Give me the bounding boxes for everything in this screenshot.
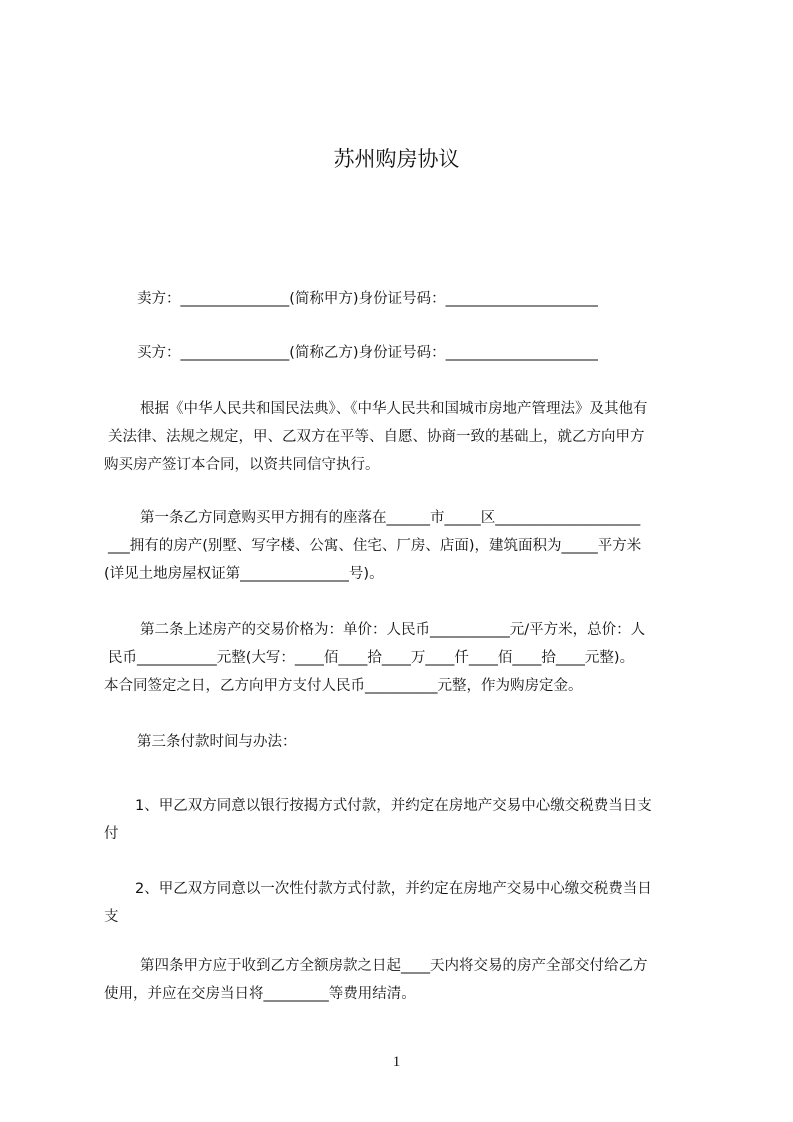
article4-line: 第四条甲方应于收到乙方全额房款之日起____天内将交易的房产全部交付给乙方 xyxy=(140,958,648,974)
intro-line: 购买房产签订本合同，以资共同信守执行。 xyxy=(104,457,380,473)
article3-item2-line: 2、甲乙双方同意以一次性付款方式付款，并约定在房地产交易中心缴交税费当日 xyxy=(135,881,652,897)
seller-line: 卖方：_______________(简称甲方)身份证号码：_____________________ xyxy=(137,291,598,307)
document-title: 苏州购房协议 xyxy=(333,147,460,171)
article2-line: 本合同签定之日，乙方向甲方支付人民币__________元整，作为购房定金。 xyxy=(104,678,583,694)
buyer-line: 买方：_______________(简称乙方)身份证号码：_____________________ xyxy=(137,345,598,361)
article3-item1-line: 付 xyxy=(104,826,119,842)
article3-item2-line: 支 xyxy=(104,909,119,925)
article3-item1-line: 1、甲乙双方同意以银行按揭方式付款，并约定在房地产交易中心缴交税费当日支 xyxy=(135,798,652,814)
article3-title: 第三条付款时间与办法： xyxy=(137,734,297,750)
article1-line: 第一条乙方同意购买甲方拥有的座落在______市_____区____________________ xyxy=(140,510,641,526)
article2-line: 第二条上述房产的交易价格为：单价：人民币___________元/平方米，总价：人 xyxy=(140,622,646,638)
page-number: 1 xyxy=(392,1054,401,1070)
article1-line: ___拥有的房产(别墅、写字楼、公寓、住宅、厂房、店面)，建筑面积为_____平方米 xyxy=(108,538,642,554)
article1-line: (详见土地房屋权证第_______________号)。 xyxy=(104,566,384,582)
intro-line: 关法律、法规之规定，甲、乙双方在平等、自愿、协商一致的基础上，就乙方向甲方 xyxy=(108,429,645,445)
article4-line: 使用，并应在交房当日将_________等费用结清。 xyxy=(104,986,416,1002)
article2-line: 民币___________元整(大写：____佰____拾____万____仟____佰____拾____元整)。 xyxy=(108,650,635,666)
intro-line: 根据《中华人民共和国民法典》、《中华人民共和国城市房地产管理法》及其他有 xyxy=(140,401,648,417)
